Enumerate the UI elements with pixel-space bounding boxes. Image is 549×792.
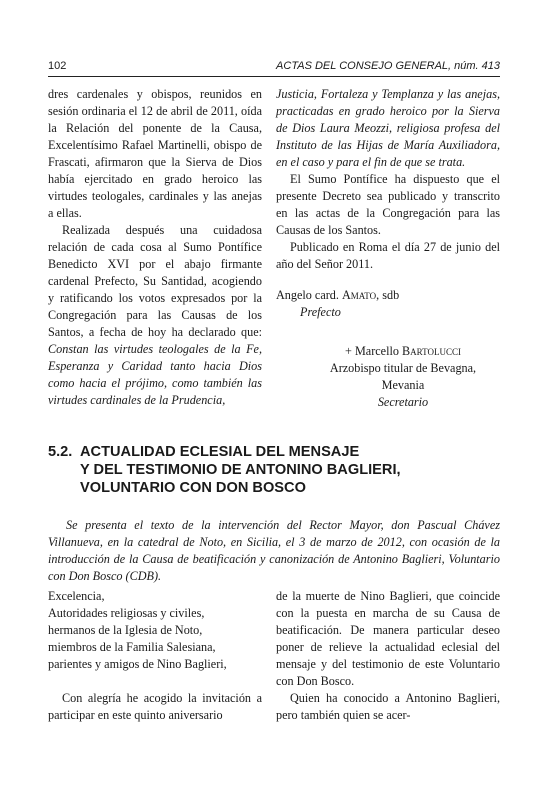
greeting-line: Excelencia, bbox=[48, 589, 105, 603]
left-column-top bbox=[48, 86, 262, 409]
signature-place: Mevania bbox=[381, 378, 425, 392]
running-title: ACTAS DEL CONSEJO GENERAL, núm. 413 bbox=[276, 60, 500, 72]
section-title-line: VOLUNTARIO CON DON BOSCO bbox=[80, 480, 306, 496]
right-column-bottom bbox=[276, 588, 500, 724]
greeting-line: Autoridades religiosas y civiles, bbox=[48, 606, 205, 620]
left-column-bottom bbox=[48, 588, 262, 724]
paragraph-italic-text: Constan las virtudes teologales de la Fe, Esperanza y Caridad tanto hacia Dios como hacia el prójimo, como también las virtudes cardinales de la Prudencia, bbox=[48, 342, 262, 407]
paragraph: Publicado en Roma el día 27 de junio del año del Señor 2011. bbox=[276, 240, 500, 271]
spacer bbox=[48, 673, 262, 690]
paragraph: El Sumo Pontífice ha dispuesto que el presente Decreto sea publicado y transcrito en las actas de la Congregación para las Causas de los Santos. bbox=[276, 172, 500, 237]
section-heading bbox=[48, 443, 500, 497]
section-title bbox=[80, 443, 500, 497]
paragraph bbox=[48, 222, 262, 409]
page-header bbox=[48, 58, 500, 77]
paragraph: de la muerte de Nino Baglieri, que coincide con la puesta en marcha de su Causa de beatificación. De manera particular deseo poner de relieve la actualidad eclesial del mensaje y del testimonio de este Voluntario con Don Bosco. bbox=[276, 589, 500, 688]
greeting-line: miembros de la Familia Salesiana, bbox=[48, 640, 216, 654]
paragraph: Con alegría he acogido la invitación a participar en este quinto aniversario bbox=[48, 691, 262, 722]
right-column-top bbox=[276, 86, 500, 411]
greeting-line: parientes y amigos de Nino Baglieri, bbox=[48, 657, 227, 671]
section-number: 5.2. bbox=[48, 444, 73, 460]
signature-prefect bbox=[276, 287, 500, 321]
paragraph: dres cardenales y obispos, reunidos en sesión ordinaria el 12 de abril de 2011, oída la Relación del ponente de la Causa, Excelentísimo Rafael Martinelli, obispo de Frascati, afirmaron que la Sierva de Dios había ejercitado en grado heroico las virtudes teologales, cardinales y las anejas a ellas. bbox=[48, 87, 262, 220]
paragraph-text: Realizada después una cuidadosa relación de cada cosa al Sumo Pontífice Benedicto XVI por el abajo firmante cardenal Prefecto, Su Santidad, acogiendo y ratificando los votos expresados por la Congregación para las Causas de los Santos, a fecha de hoy ha declarado que: bbox=[48, 223, 262, 339]
signature-name: + Marcello Bartolucci bbox=[345, 344, 461, 358]
paragraph-italic-text: Justicia, Fortaleza y Templanza y las anejas, practicadas en grado heroico por la Sierva de Dios Laura Meozzi, religiosa profesa del Instituto de las Hijas de María Auxiliadora, en el caso y para el fin de que se trata. bbox=[276, 87, 500, 169]
section-title-line: Y DEL TESTIMONIO DE ANTONINO BAGLIERI, bbox=[80, 462, 401, 478]
page-number: 102 bbox=[48, 60, 67, 72]
paragraph bbox=[276, 86, 500, 171]
paragraph: Quien ha conocido a Antonino Baglieri, pero también quien se acer- bbox=[276, 691, 500, 722]
section-title-line: ACTUALIDAD ECLESIAL DEL MENSAJE bbox=[80, 444, 360, 460]
section-intro: Se presenta el texto de la intervención del Rector Mayor, don Pascual Chávez Villanueva, en la catedral de Noto, en Sicilia, el 3 de marzo de 2012, con ocasión de la introducción de la Causa de beatificación y canonización de Antonino Baglieri, Voluntario con Don Bosco (CDB). bbox=[48, 518, 500, 583]
signature-role: Prefecto bbox=[300, 305, 341, 319]
signature-role: Secretario bbox=[377, 395, 429, 409]
greeting-line: hermanos de la Iglesia de Noto, bbox=[48, 623, 203, 637]
signature-name: Angelo card. Amato, sdb bbox=[276, 288, 400, 302]
signature-title: Arzobispo titular de Bevagna, bbox=[329, 361, 477, 375]
signature-secretary bbox=[276, 343, 500, 411]
